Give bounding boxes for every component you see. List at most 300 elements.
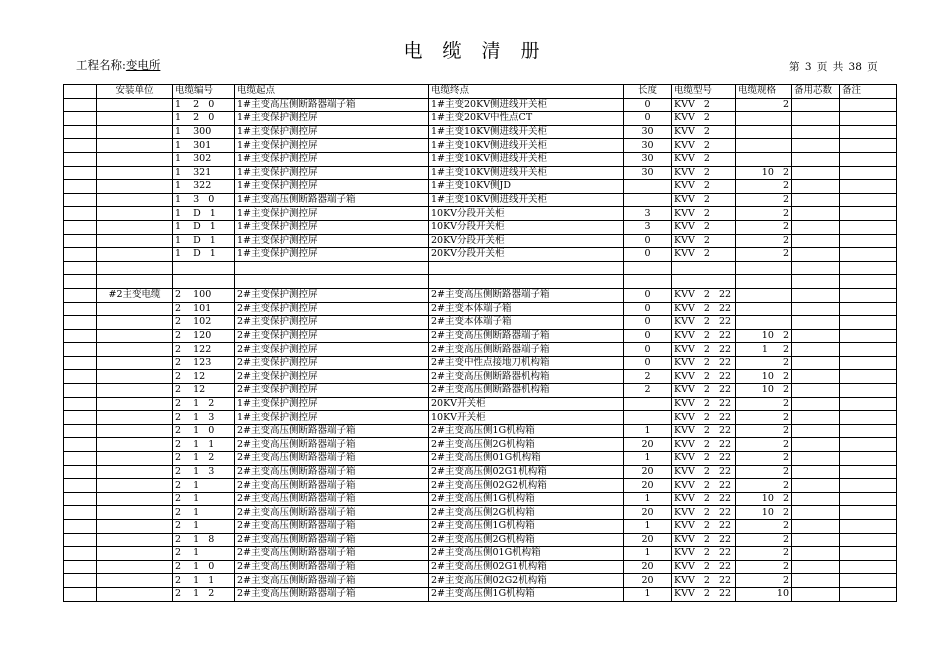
table-cell: 2 100 bbox=[173, 288, 235, 302]
table-cell: KVV 2 22 bbox=[672, 438, 736, 452]
table-cell bbox=[792, 520, 840, 534]
table-cell bbox=[792, 125, 840, 139]
table-cell: 1 322 bbox=[173, 180, 235, 194]
table-cell bbox=[840, 152, 897, 166]
table-cell: KVV 2 22 bbox=[672, 479, 736, 493]
table-cell: 2#主变保护测控屏 bbox=[235, 356, 429, 370]
table-row bbox=[64, 125, 897, 139]
table-cell: 1 bbox=[624, 520, 672, 534]
table-cell bbox=[97, 139, 173, 153]
table-cell bbox=[97, 520, 173, 534]
table-cell: 20 bbox=[624, 465, 672, 479]
table-cell bbox=[792, 316, 840, 330]
table-cell: 2#主变高压侧02G2机构箱 bbox=[429, 574, 624, 588]
table-row bbox=[64, 316, 897, 330]
table-cell: 10 2 bbox=[736, 329, 792, 343]
table-cell: 1 D 1 bbox=[173, 220, 235, 234]
table-cell bbox=[736, 152, 792, 166]
table-cell: 2 102 bbox=[173, 316, 235, 330]
table-cell bbox=[64, 479, 97, 493]
table-cell: KVV 2 22 bbox=[672, 533, 736, 547]
table-row bbox=[64, 248, 897, 262]
header-cell: 安装单位 bbox=[97, 85, 173, 99]
table-cell: 10KV分段开关柜 bbox=[429, 220, 624, 234]
table-cell bbox=[840, 248, 897, 262]
table-cell bbox=[840, 193, 897, 207]
table-cell bbox=[97, 356, 173, 370]
header-cell: 长度 bbox=[624, 85, 672, 99]
table-cell: KVV 2 bbox=[672, 234, 736, 248]
table-cell: 2 1 0 bbox=[173, 560, 235, 574]
table-cell bbox=[64, 275, 97, 289]
table-cell bbox=[792, 193, 840, 207]
header-cell: 电缆型号 bbox=[672, 85, 736, 99]
table-cell: 1#主变保护测控屏 bbox=[235, 411, 429, 425]
table-cell bbox=[840, 560, 897, 574]
table-cell: 1#主变10KV侧进线开关柜 bbox=[429, 139, 624, 153]
table-cell: 0 bbox=[624, 112, 672, 126]
table-cell bbox=[64, 533, 97, 547]
table-cell bbox=[64, 316, 97, 330]
table-cell: KVV 2 bbox=[672, 248, 736, 262]
table-cell bbox=[840, 587, 897, 601]
table-row bbox=[64, 533, 897, 547]
table-cell bbox=[840, 438, 897, 452]
table-cell bbox=[97, 587, 173, 601]
table-cell: 2#主变高压侧断路器端子箱 bbox=[235, 506, 429, 520]
table-cell: 10 2 bbox=[736, 506, 792, 520]
table-row bbox=[64, 424, 897, 438]
table-cell bbox=[64, 356, 97, 370]
table-cell bbox=[840, 329, 897, 343]
table-cell: 2 bbox=[736, 560, 792, 574]
table-cell: KVV 2 bbox=[672, 180, 736, 194]
table-cell: 2#主变保护测控屏 bbox=[235, 302, 429, 316]
table-cell: KVV 2 bbox=[672, 98, 736, 112]
table-cell: 2 bbox=[736, 479, 792, 493]
table-row bbox=[64, 207, 897, 221]
table-cell: 2 1 2 bbox=[173, 397, 235, 411]
table-cell: KVV 2 22 bbox=[672, 587, 736, 601]
table-cell: KVV 2 22 bbox=[672, 316, 736, 330]
table-cell: KVV 2 22 bbox=[672, 343, 736, 357]
page-info: 第 3 页 共 38 页 bbox=[789, 61, 878, 73]
table-cell: 2#主变高压侧2G机构箱 bbox=[429, 533, 624, 547]
table-cell bbox=[792, 574, 840, 588]
table-cell bbox=[64, 220, 97, 234]
table-cell: 1#主变保护测控屏 bbox=[235, 220, 429, 234]
table-cell: 2 bbox=[736, 465, 792, 479]
table-cell bbox=[97, 261, 173, 275]
table-cell bbox=[64, 125, 97, 139]
table-cell: KVV 2 bbox=[672, 112, 736, 126]
table-cell: 20 bbox=[624, 574, 672, 588]
table-cell: 2#主变高压侧1G机构箱 bbox=[429, 424, 624, 438]
table-row bbox=[64, 275, 897, 289]
table-cell bbox=[64, 520, 97, 534]
table-cell bbox=[840, 384, 897, 398]
table-cell: 2 bbox=[736, 234, 792, 248]
table-cell bbox=[840, 207, 897, 221]
table-cell bbox=[840, 574, 897, 588]
table-cell: 2#主变高压侧1G机构箱 bbox=[429, 520, 624, 534]
table-cell: 2 12 bbox=[173, 370, 235, 384]
table-row bbox=[64, 343, 897, 357]
table-row bbox=[64, 329, 897, 343]
table-cell bbox=[97, 275, 173, 289]
table-cell: 2#主变保护测控屏 bbox=[235, 288, 429, 302]
table-cell: KVV 2 22 bbox=[672, 356, 736, 370]
table-cell: 2#主变高压侧断路器端子箱 bbox=[429, 329, 624, 343]
table-cell: 2#主变高压侧断路器端子箱 bbox=[235, 452, 429, 466]
table-row bbox=[64, 288, 897, 302]
table-cell: 2#主变高压侧断路器端子箱 bbox=[429, 288, 624, 302]
table-cell: 2#主变高压侧断路器端子箱 bbox=[235, 465, 429, 479]
table-cell bbox=[97, 166, 173, 180]
table-cell bbox=[792, 152, 840, 166]
table-cell bbox=[792, 533, 840, 547]
table-cell: 2 bbox=[736, 533, 792, 547]
table-cell: KVV 2 22 bbox=[672, 520, 736, 534]
table-cell bbox=[840, 397, 897, 411]
table-cell: 0 bbox=[624, 248, 672, 262]
table-cell bbox=[840, 506, 897, 520]
table-cell: 0 bbox=[624, 98, 672, 112]
table-cell: 2#主变高压侧断路器端子箱 bbox=[235, 520, 429, 534]
table-row bbox=[64, 560, 897, 574]
table-cell: 2#主变本体端子箱 bbox=[429, 316, 624, 330]
table-cell bbox=[97, 152, 173, 166]
table-cell: 1#主变10KV侧进线开关柜 bbox=[429, 166, 624, 180]
table-cell bbox=[840, 492, 897, 506]
table-cell: KVV 2 bbox=[672, 152, 736, 166]
table-cell bbox=[840, 139, 897, 153]
table-cell bbox=[792, 465, 840, 479]
table-cell bbox=[840, 288, 897, 302]
table-cell bbox=[736, 261, 792, 275]
table-row bbox=[64, 384, 897, 398]
table-cell: 2 bbox=[736, 180, 792, 194]
table-cell bbox=[792, 384, 840, 398]
table-cell: KVV 2 22 bbox=[672, 547, 736, 561]
table-cell: 0 bbox=[624, 288, 672, 302]
table-cell: 1#主变保护测控屏 bbox=[235, 112, 429, 126]
table-cell: 2#主变高压侧02G1机构箱 bbox=[429, 465, 624, 479]
table-cell: 1#主变高压侧断路器端子箱 bbox=[235, 193, 429, 207]
table-cell: KVV 2 22 bbox=[672, 492, 736, 506]
table-cell: 2#主变高压侧断路器端子箱 bbox=[235, 438, 429, 452]
table-cell bbox=[792, 207, 840, 221]
table-row bbox=[64, 98, 897, 112]
table-cell: 1 300 bbox=[173, 125, 235, 139]
table-cell: 10 2 bbox=[736, 492, 792, 506]
table-cell: 2 1 bbox=[173, 479, 235, 493]
table-cell: 2#主变保护测控屏 bbox=[235, 370, 429, 384]
table-cell bbox=[792, 506, 840, 520]
table-row bbox=[64, 411, 897, 425]
table-cell: KVV 2 22 bbox=[672, 411, 736, 425]
table-cell bbox=[840, 370, 897, 384]
table-cell bbox=[792, 370, 840, 384]
table-row bbox=[64, 356, 897, 370]
table-cell bbox=[792, 438, 840, 452]
table-cell: 2 1 8 bbox=[173, 533, 235, 547]
table-cell: 2 1 1 bbox=[173, 438, 235, 452]
table-cell bbox=[840, 275, 897, 289]
table-cell bbox=[736, 288, 792, 302]
table-cell: 2#主变高压侧1G机构箱 bbox=[429, 492, 624, 506]
table-row bbox=[64, 465, 897, 479]
table-cell bbox=[64, 452, 97, 466]
table-cell bbox=[624, 411, 672, 425]
table-cell bbox=[64, 424, 97, 438]
table-cell bbox=[64, 166, 97, 180]
header-cell: 电缆终点 bbox=[429, 85, 624, 99]
table-cell: 2#主变保护测控屏 bbox=[235, 343, 429, 357]
table-cell bbox=[64, 193, 97, 207]
table-cell bbox=[840, 261, 897, 275]
table-cell: 2 1 bbox=[173, 506, 235, 520]
table-cell: 30 bbox=[624, 166, 672, 180]
table-cell: 30 bbox=[624, 152, 672, 166]
table-cell: 1 2 0 bbox=[173, 112, 235, 126]
table-cell: 1 bbox=[624, 492, 672, 506]
table-cell bbox=[672, 261, 736, 275]
table-cell bbox=[840, 424, 897, 438]
table-cell bbox=[840, 112, 897, 126]
table-cell: 20 bbox=[624, 438, 672, 452]
table-cell: 2 1 bbox=[173, 492, 235, 506]
table-cell: KVV 2 bbox=[672, 125, 736, 139]
table-cell: 1 bbox=[624, 424, 672, 438]
table-cell bbox=[840, 220, 897, 234]
table-cell bbox=[97, 411, 173, 425]
table-cell bbox=[736, 302, 792, 316]
table-cell bbox=[64, 261, 97, 275]
table-cell bbox=[792, 411, 840, 425]
table-cell bbox=[840, 411, 897, 425]
table-cell: 10 2 bbox=[736, 384, 792, 398]
table-row bbox=[64, 166, 897, 180]
table-cell: 2#主变高压侧断路器端子箱 bbox=[235, 574, 429, 588]
table-header-row bbox=[64, 85, 897, 99]
table-cell: 1#主变保护测控屏 bbox=[235, 180, 429, 194]
table-cell bbox=[840, 533, 897, 547]
table-cell: 0 bbox=[624, 302, 672, 316]
table-cell: 1 2 bbox=[736, 343, 792, 357]
table-cell bbox=[840, 465, 897, 479]
table-cell: 1 bbox=[624, 587, 672, 601]
table-cell: 1 D 1 bbox=[173, 234, 235, 248]
table-cell: 1 2 0 bbox=[173, 98, 235, 112]
table-row bbox=[64, 452, 897, 466]
table-cell: 2 bbox=[736, 193, 792, 207]
table-cell bbox=[792, 234, 840, 248]
table-cell bbox=[736, 275, 792, 289]
table-cell bbox=[792, 424, 840, 438]
table-cell: 20 bbox=[624, 506, 672, 520]
table-cell: KVV 2 bbox=[672, 139, 736, 153]
table-row bbox=[64, 302, 897, 316]
table-cell: 1#主变保护测控屏 bbox=[235, 166, 429, 180]
table-cell: 1#主变高压侧断路器端子箱 bbox=[235, 98, 429, 112]
table-cell bbox=[97, 479, 173, 493]
table-cell bbox=[97, 207, 173, 221]
table-row bbox=[64, 139, 897, 153]
table-cell: 2#主变高压侧断路器端子箱 bbox=[235, 587, 429, 601]
table-cell: 2 bbox=[736, 520, 792, 534]
table-cell: 2#主变高压侧02G2机构箱 bbox=[429, 479, 624, 493]
table-cell bbox=[97, 343, 173, 357]
table-cell: 2#主变高压侧2G机构箱 bbox=[429, 506, 624, 520]
table-cell bbox=[624, 261, 672, 275]
table-cell: 2 bbox=[736, 397, 792, 411]
table-cell: 0 bbox=[624, 234, 672, 248]
table-cell bbox=[792, 302, 840, 316]
table-cell: KVV 2 22 bbox=[672, 452, 736, 466]
table-cell: 2 bbox=[736, 438, 792, 452]
table-cell: 1#主变10KV侧进线开关柜 bbox=[429, 152, 624, 166]
table-cell: 2#主变高压侧2G机构箱 bbox=[429, 438, 624, 452]
table-cell: 2#主变高压侧断路器机构箱 bbox=[429, 384, 624, 398]
table-cell: KVV 2 bbox=[672, 207, 736, 221]
table-cell bbox=[97, 248, 173, 262]
table-row bbox=[64, 520, 897, 534]
table-cell bbox=[840, 479, 897, 493]
table-cell: 2 bbox=[736, 547, 792, 561]
table-cell bbox=[840, 343, 897, 357]
table-cell: 2#主变高压侧1G机构箱 bbox=[429, 587, 624, 601]
table-cell: 2 bbox=[736, 98, 792, 112]
table-cell: KVV 2 22 bbox=[672, 370, 736, 384]
table-cell: 2#主变高压侧断路器端子箱 bbox=[235, 560, 429, 574]
table-cell: 1#主变保护测控屏 bbox=[235, 139, 429, 153]
table-cell: 3 bbox=[624, 207, 672, 221]
project-label: 工程名称: bbox=[76, 58, 126, 72]
table-row bbox=[64, 547, 897, 561]
table-cell: 1 bbox=[624, 547, 672, 561]
table-cell: #2主变电缆 bbox=[97, 288, 173, 302]
table-cell: 1#主变保护测控屏 bbox=[235, 248, 429, 262]
table-cell bbox=[97, 424, 173, 438]
table-cell: 2 bbox=[624, 370, 672, 384]
table-cell: 2 12 bbox=[173, 384, 235, 398]
table-cell bbox=[64, 492, 97, 506]
table-cell bbox=[64, 234, 97, 248]
table-cell: 10KV开关柜 bbox=[429, 411, 624, 425]
table-cell bbox=[64, 152, 97, 166]
table-cell bbox=[840, 180, 897, 194]
table-cell: KVV 2 bbox=[672, 220, 736, 234]
table-cell bbox=[97, 574, 173, 588]
table-row bbox=[64, 180, 897, 194]
table-cell bbox=[792, 180, 840, 194]
table-cell bbox=[792, 343, 840, 357]
header-cell: 电缆起点 bbox=[235, 85, 429, 99]
table-cell bbox=[64, 560, 97, 574]
table-cell bbox=[840, 234, 897, 248]
table-cell bbox=[97, 316, 173, 330]
table-cell bbox=[97, 125, 173, 139]
table-cell: KVV 2 22 bbox=[672, 465, 736, 479]
table-cell: 0 bbox=[624, 343, 672, 357]
table-cell bbox=[64, 506, 97, 520]
table-cell: KVV 2 22 bbox=[672, 329, 736, 343]
table-cell: 2#主变高压侧断路器端子箱 bbox=[235, 547, 429, 561]
table-cell: KVV 2 22 bbox=[672, 574, 736, 588]
table-cell: 10 2 bbox=[736, 370, 792, 384]
table-cell bbox=[840, 520, 897, 534]
table-cell bbox=[792, 139, 840, 153]
table-cell: 20 bbox=[624, 533, 672, 547]
table-cell: 2 1 bbox=[173, 520, 235, 534]
table-row bbox=[64, 220, 897, 234]
table-cell: 2 bbox=[736, 207, 792, 221]
table-cell: 1#主变保护测控屏 bbox=[235, 207, 429, 221]
table-cell: 0 bbox=[624, 329, 672, 343]
table-cell: 30 bbox=[624, 125, 672, 139]
table-cell: KVV 2 22 bbox=[672, 397, 736, 411]
table-cell: 2 bbox=[736, 411, 792, 425]
table-row bbox=[64, 193, 897, 207]
table-cell bbox=[840, 356, 897, 370]
table-cell: 2#主变本体端子箱 bbox=[429, 302, 624, 316]
table-cell: 1#主变保护测控屏 bbox=[235, 152, 429, 166]
table-cell bbox=[840, 98, 897, 112]
table-cell: 2 1 2 bbox=[173, 452, 235, 466]
table-cell: 2#主变保护测控屏 bbox=[235, 329, 429, 343]
table-cell bbox=[235, 275, 429, 289]
table-row bbox=[64, 112, 897, 126]
header-cell: 备用芯数 bbox=[792, 85, 840, 99]
table-cell: KVV 2 22 bbox=[672, 384, 736, 398]
table-cell bbox=[97, 438, 173, 452]
table-cell: 2#主变高压侧断路器端子箱 bbox=[235, 479, 429, 493]
header-cell: 电缆规格 bbox=[736, 85, 792, 99]
header-cell bbox=[64, 85, 97, 99]
table-cell: KVV 2 22 bbox=[672, 424, 736, 438]
table-cell: 1 301 bbox=[173, 139, 235, 153]
table-row bbox=[64, 479, 897, 493]
table-cell bbox=[97, 193, 173, 207]
table-cell bbox=[64, 397, 97, 411]
table-row bbox=[64, 234, 897, 248]
table-cell: KVV 2 bbox=[672, 166, 736, 180]
table-cell: 1#主变保护测控屏 bbox=[235, 234, 429, 248]
cable-list-table bbox=[63, 84, 897, 602]
table-cell: 2#主变保护测控屏 bbox=[235, 316, 429, 330]
table-cell: 0 bbox=[624, 356, 672, 370]
table-cell: 1#主变10KV侧进线开关柜 bbox=[429, 193, 624, 207]
table-cell bbox=[235, 261, 429, 275]
table-row bbox=[64, 506, 897, 520]
table-cell bbox=[97, 329, 173, 343]
table-cell: 20KV分段开关柜 bbox=[429, 234, 624, 248]
header-cell: 电缆编号 bbox=[173, 85, 235, 99]
table-cell bbox=[64, 329, 97, 343]
table-cell: 2 bbox=[736, 356, 792, 370]
table-cell bbox=[64, 384, 97, 398]
table-cell: 1 321 bbox=[173, 166, 235, 180]
table-cell bbox=[64, 112, 97, 126]
table-row bbox=[64, 397, 897, 411]
table-cell: 10 2 bbox=[736, 166, 792, 180]
table-cell: 10 bbox=[736, 587, 792, 601]
table-cell: 2#主变高压侧02G1机构箱 bbox=[429, 560, 624, 574]
table-cell: KVV 2 22 bbox=[672, 560, 736, 574]
project-line bbox=[76, 57, 160, 73]
table-row bbox=[64, 438, 897, 452]
